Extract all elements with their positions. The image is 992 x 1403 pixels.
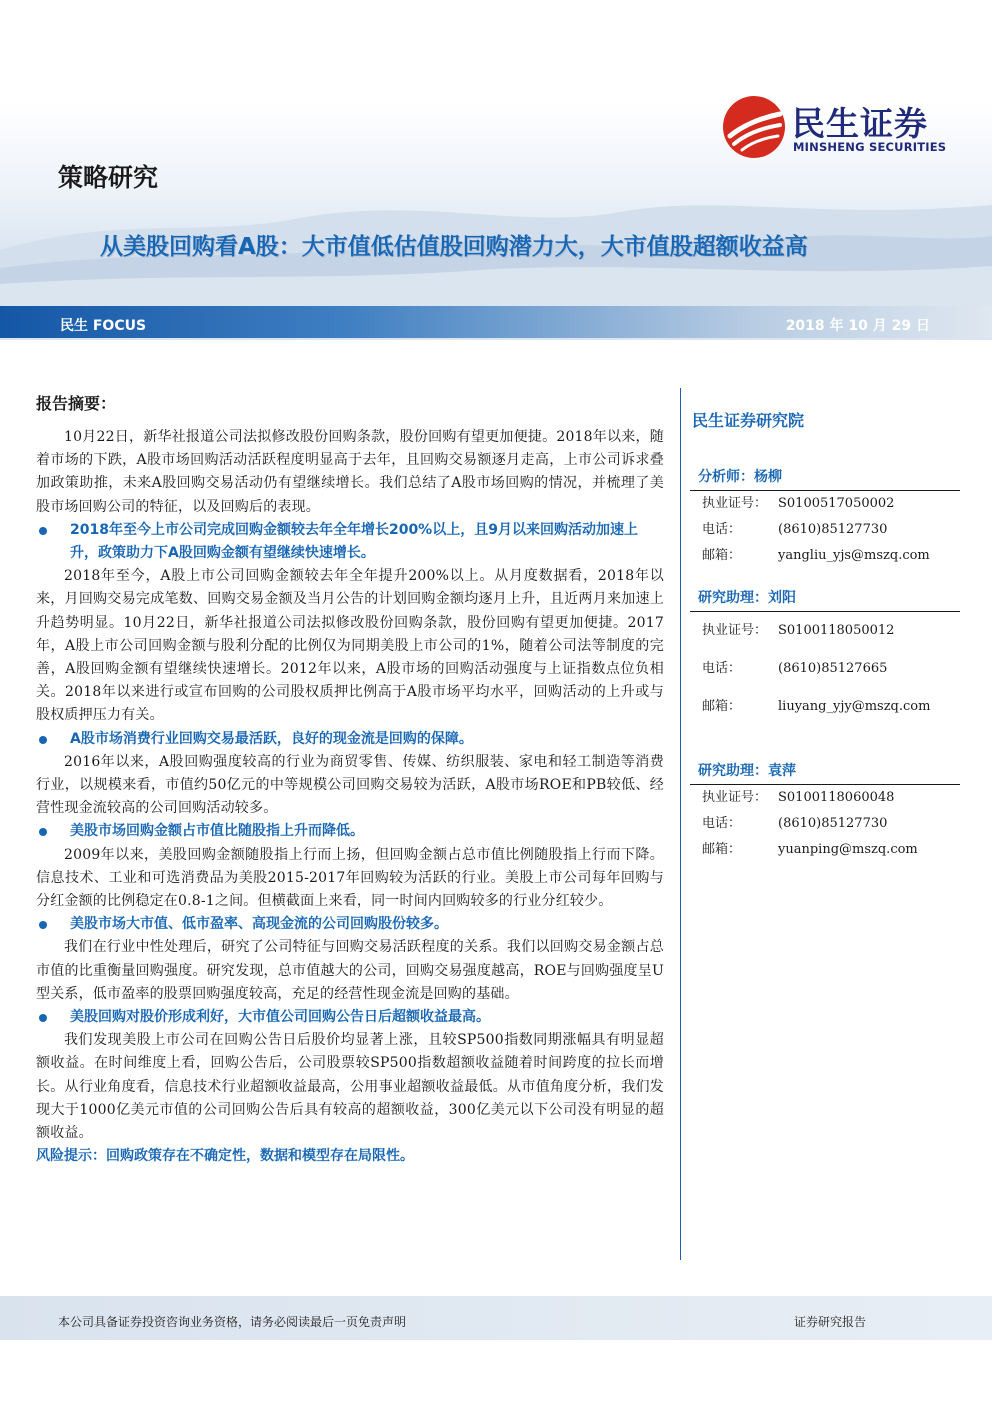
summary-intro: 10月22日，新华社报道公司法拟修改股份回购条款，股份回购有望更加便捷。2018年以来，随着市场的下跌，A股市场回购活动活跃程度明显高于去年，且回购交易额逐月走高，上市公司诉求叠加政策助推，未来A股回购交易活动仍有望继续增长。我们总结了A股市场回购的情况，并梳理了美股市场回购公司的特征，以及回购后的表现。 <box>36 429 664 515</box>
phone-number: (8610)85127730 <box>778 816 888 831</box>
row-key: 电话： <box>702 522 742 537</box>
phone-row <box>690 650 960 688</box>
bullet-body: 我们在行业中性处理后，研究了公司特征与回购交易活跃程度的关系。我们以回购交易金额占总市值的比重衡量回购强度。研究发现，总市值越大的公司，回购交易强度越高，ROE与回购强度呈U型关系，低市盈率的股票回购强度较高，充足的经营性现金流是回购的基础。 <box>36 939 664 1002</box>
row-key: 电话： <box>702 816 742 831</box>
bullet-headline: 美股市场大市值、低市盈率、高现金流的公司回购股份较多。 <box>36 913 664 936</box>
license-number: S0100118050012 <box>778 623 895 638</box>
email-row <box>690 543 960 569</box>
logo-chinese-name: 民生证券 <box>792 104 928 143</box>
bullet-headline: 美股回购对股价形成利好，大市值公司回购公告日后超额收益最高。 <box>36 1006 664 1029</box>
bullet-body: 2009年以来，美股回购金额随股指上行而上扬，但回购金额占总市值比例随股指上行而下降。信息技术、工业和可选消费品为美股2015-2017年回购较为活跃的行业。美股上市公司每年回购与分红金额的比例稳定在0.8-1之间。但横截面上来看，同一时间内回购较多的行业分红较少。 <box>36 846 664 910</box>
analyst-role: 分析师：杨柳 <box>690 464 960 491</box>
license-row <box>690 612 960 650</box>
bullet-body: 2018年至今，A股上市公司回购金额较去年全年提升200%以上。从月度数据看，2018年以来，月回购交易完成笔数、回购交易金额及当月公告的计划回购金额均逐月上升，且近两月来加速上升趋势明显。10月22日，新华社报道公司法拟修改股份回购条款，股份回购有望更加便捷。2017年，A股上市公司回购金额与股利分配的比例仅为同期美股上市公司的1%，随着公司法等制度的完善，A股回购金额有望继续快速增长。2012年以来，A股市场的回购活动强度与上证指数点位负相关。2018年以来进行或宣布回购的公司股权质押比例高于A股市场平均水平，回购活动的上升或与股权质押压力有关。 <box>36 568 664 724</box>
report-date: 2018 年 10 月 29 日 <box>785 318 930 334</box>
bullet-body: 我们发现美股上市公司在回购公告日后股价均显著上涨，且较SP500指数同期涨幅具有明显超额收益。在时间维度上看，回购公告后，公司股票较SP500指数超额收益随着时间跨度的拉长而增长。从行业角度看，信息技术行业超额收益最高，公用事业超额收益最低。从市值角度分析，我们发现大于1000亿美元市值的公司回购公告后具有较高的超额收益，300亿美元以下公司没有明显的超额收益。 <box>36 1032 664 1142</box>
email-address[interactable]: yuanping@mszq.com <box>778 842 918 857</box>
report-category: 策略研究 <box>58 163 159 192</box>
license-number: S0100517050002 <box>778 496 895 511</box>
assistant-role: 研究助理：刘阳 <box>690 585 960 612</box>
row-key: 执业证号： <box>702 790 768 805</box>
phone-row <box>690 517 960 543</box>
footer-report-type: 证券研究报告 <box>793 1315 866 1329</box>
license-number: S0100118060048 <box>778 790 895 805</box>
email-address[interactable]: yangliu_yjs@mszq.com <box>778 548 930 563</box>
row-key: 执业证号： <box>702 623 768 638</box>
risk-warning: 风险提示：回购政策存在不确定性，数据和模型存在局限性。 <box>36 1148 414 1165</box>
email-row <box>690 688 960 726</box>
footer-disclaimer: 本公司具备证券投资咨询业务资格，请务必阅读最后一页免责声明 <box>58 1315 407 1329</box>
bullet-headline: 美股市场回购金额占市值比随股指上升而降低。 <box>36 820 664 843</box>
column-divider <box>680 388 681 1260</box>
assistant-block <box>690 585 960 726</box>
assistant-block <box>690 758 960 863</box>
bullet-headline: 2018年至今上市公司完成回购金额较去年全年增长200%以上，且9月以来回购活动加速上升，政策助力下A股回购金额有望继续快速增长。 <box>36 519 664 565</box>
assistant-role: 研究助理：袁萍 <box>690 758 960 785</box>
summary-section <box>36 392 664 1169</box>
institute-name: 民生证券研究院 <box>692 411 805 430</box>
license-row <box>690 785 960 811</box>
row-key: 邮箱： <box>702 842 742 857</box>
summary-heading: 报告摘要： <box>36 394 117 413</box>
email-address[interactable]: liuyang_yjy@mszq.com <box>778 699 931 714</box>
row-key: 邮箱： <box>702 548 742 563</box>
row-key: 电话： <box>702 661 742 676</box>
report-title: 从美股回购看A股：大市值低估值股回购潜力大，大市值股超额收益高 <box>100 234 808 260</box>
analyst-sidebar <box>690 406 960 879</box>
phone-number: (8610)85127665 <box>778 661 888 676</box>
license-row <box>690 491 960 517</box>
bullet-headline: A股市场消费行业回购交易最活跃，良好的现金流是回购的保障。 <box>36 728 664 751</box>
phone-number: (8610)85127730 <box>778 522 888 537</box>
logo-english-name: MINSHENG SECURITIES <box>793 140 947 154</box>
row-key: 执业证号： <box>702 496 768 511</box>
phone-row <box>690 811 960 837</box>
row-key: 邮箱： <box>702 699 742 714</box>
bullet-body: 2016年以来，A股回购强度较高的行业为商贸零售、传媒、纺织服装、家电和轻工制造等消费行业，以规模来看，市值约50亿元的中等规模公司回购交易较为活跃，A股市场ROE和PB较低、经营性现金流较高的公司回购活动较多。 <box>36 753 664 817</box>
series-label: 民生 FOCUS <box>60 318 147 334</box>
email-row <box>690 837 960 863</box>
analyst-block <box>690 464 960 569</box>
